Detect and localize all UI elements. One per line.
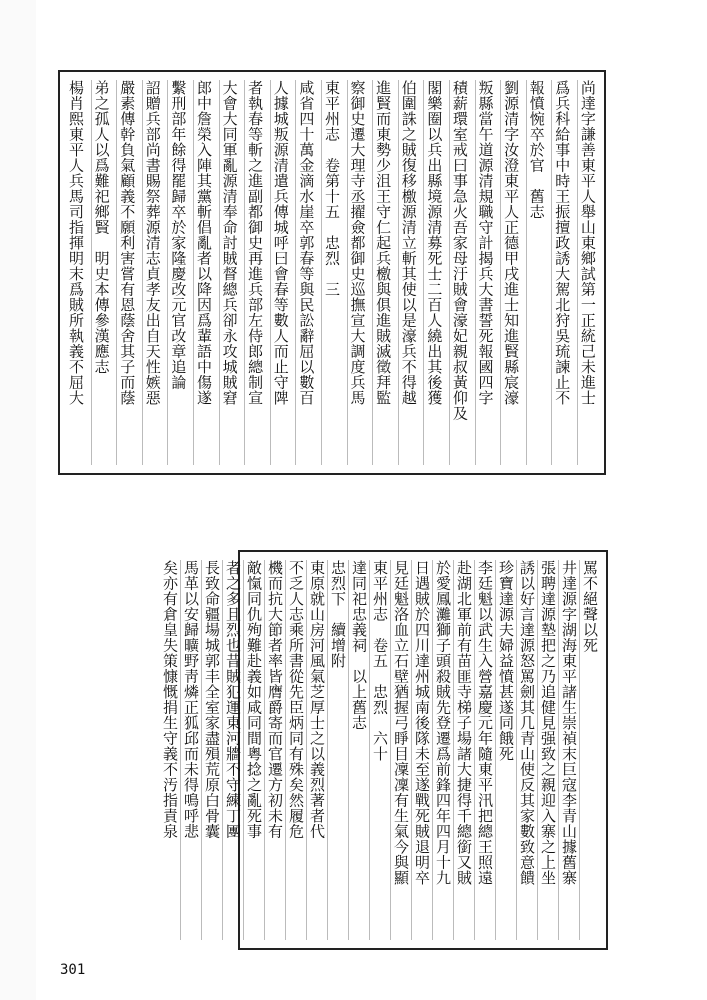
upper-column: 察御史遷大理寺丞擢僉都御史巡撫宣大調度兵馬 [347,80,368,465]
lower-column: 井達源字湖海東平諸生崇禎末巨寇李青山據舊寨 [558,560,579,940]
lower-column: 見廷魁洛血立石壁猶握弓睜目凜凜有生氣今與顯 [390,560,411,940]
upper-column: 叛縣當午道源清規職守計揭兵大書誓死報國四字 [475,80,496,465]
lower-column: 敵愾同仇殉難赴義如咸同間粵捻之亂死事 [243,560,264,940]
lower-column: 長致命疆場城郭丰全室家盡殞荒原白骨囊 [201,560,222,940]
lower-column: 東原就山房河風氣芝厚士之以義烈著者代 [306,560,327,940]
lower-column: 不乏人志乘所書從先臣炳同有殊矣然履危 [285,560,306,940]
lower-column: 者之多且烈也昔賊犯運東河牆不守練丁團 [222,560,243,940]
lower-column: 於愛鳳灘獅子頭殺賊先登遷爲前鋒四年四月十九 [432,560,453,940]
lower-column: 珍寶達源夫婦益憤甚遂同餓死 [495,560,516,940]
upper-column: 伯圍誅之賊復移檄源清立斬其使以是濠兵不得越 [398,80,419,465]
lower-column: 赴湖北軍前有苗匪寺梯子場諸大捷得千總銜又賊 [453,560,474,940]
lower-column: 忠烈下 續增附 [327,560,348,940]
upper-column: 報憤惋卒於官 舊志 [526,80,547,465]
lower-text-block [161,550,608,950]
upper-column: 進賢而東勢少沮王守仁起兵檄與俱進賊滅徵拜監 [372,80,393,465]
lower-column: 機而抗大節者率皆膺爵寄而官遷方初未有 [264,560,285,940]
upper-column: 繫刑部年餘得罷歸卒於家隆慶改元官改章追論 [167,80,188,465]
upper-column: 咸省四十萬金滴水崖卒郭春等與民訟辭屈以數百 [295,80,316,465]
upper-column: 者執春等斬之進副都御史再進兵部左侍郎總制宣 [244,80,265,465]
upper-column: 大會大同軍亂源清奉命討賊督總兵卻永攻城賊窘 [219,80,240,465]
upper-column: 弟之孤人以爲難祀鄉賢 明史本傳參漢應志 [91,80,112,465]
lower-column: 矣亦有倉皇失策慷慨捐生守義不汚指責泉 [161,560,179,839]
upper-column: 人據城叛源清遣兵傳城呼曰會春等數人而止守陴 [270,80,291,465]
upper-column: 爲兵科給事中時王振擅政誘大駕北狩吳琉諫止不 [551,80,572,465]
upper-column: 郎中詹榮入陣其黨斬倡亂者以降因爲輩語中傷遂 [193,80,214,465]
upper-columns [66,80,598,465]
lower-column: 李廷魁以武生入營嘉慶元年隨東平汛把總王照遠 [474,560,495,940]
scan-margin [0,0,36,1000]
upper-text-block [58,70,606,475]
upper-column: 楊肖熙東平人兵馬司指揮明末爲賊所執義不屈大 [67,80,85,406]
upper-column: 尚達字謙善東平人舉山東鄉試第一正統己未進士 [577,80,598,465]
lower-column: 馬革以安歸曠野靑燐正狐邱而未得鳴呼悲 [180,560,201,940]
lower-column: 達同祀忠義祠 以上舊志 [348,560,369,940]
lower-columns [161,560,600,940]
lower-column: 日遇賊於四川達州城南後隊未至遂戰死賊退明卒 [411,560,432,940]
upper-column: 劉源清字汝澄東平人正德甲戌進士知進賢縣宸濠 [500,80,521,465]
upper-column: 嚴素傳幹負氣顧義不願利害嘗有恩蔭舍其子而蔭 [116,80,137,465]
lower-column: 東平州志 卷五 忠烈 六十 [369,560,390,940]
upper-column: 閣樂圈以兵出縣境源清募死士二百人繞出其後獲 [423,80,444,465]
upper-column: 積薪環室戒曰事急火吾家母汙賊會濠妃親叔黃仰及 [449,80,470,465]
lower-column: 罵不絕聲以死 [579,560,600,940]
lower-column: 誘以好言達源怒罵劍其几青山使反其家數致意饋 [516,560,537,940]
upper-column: 詔贈兵部尚書賜祭葬源清志貞孝友出自天性嫉惡 [142,80,163,465]
lower-column: 張聘達源墊把之乃追健見强致之親迎入寨之上坐 [537,560,558,940]
upper-column: 東平州志 卷第十五 忠烈 三 [321,80,342,465]
page-number: 301 [60,962,86,978]
